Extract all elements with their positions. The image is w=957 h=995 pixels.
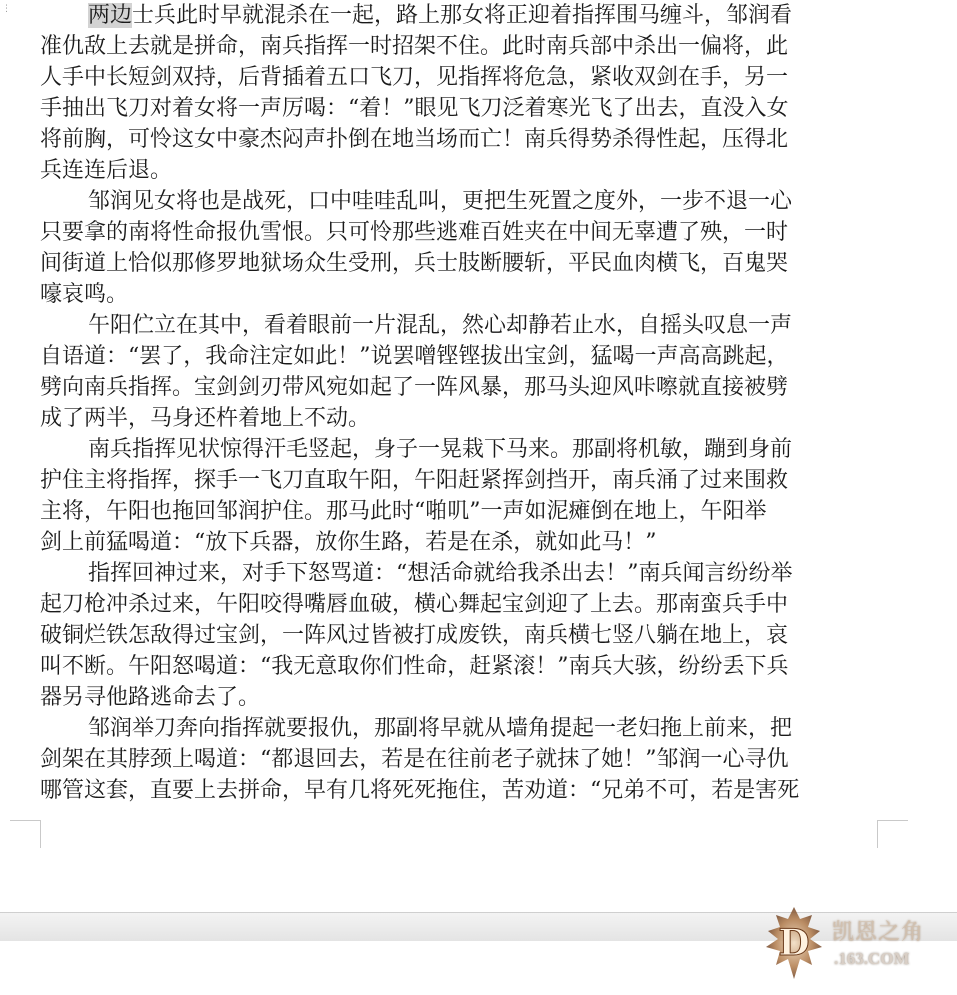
text-line: 指挥回神过来，对手下怒骂道：“想活命就给我杀出去！”南兵闻言纷纷举 bbox=[88, 561, 793, 586]
text-line bbox=[40, 0, 792, 31]
right-margin-corner-mark bbox=[877, 820, 908, 848]
text-line: 器另寻他路逃命去了。 bbox=[40, 685, 261, 710]
site-watermark bbox=[762, 905, 952, 983]
text-line: 间街道上恰似那修罗地狱场众生受刑，兵士肢断腰斩，平民血肉横飞，百鬼哭 bbox=[40, 251, 789, 276]
text-line: 嚎哀鸣。 bbox=[40, 282, 129, 307]
text-line: 手抽出飞刀对着女将一声厉喝：“着！”眼见飞刀泛着寒光飞了出去，直没入女 bbox=[40, 96, 789, 121]
text-line: 护住主将指挥，探手一飞刀直取午阳，午阳赶紧挥剑挡开，南兵涌了过来围救 bbox=[40, 468, 789, 493]
diablo-d-logo-icon bbox=[762, 905, 826, 981]
selected-text[interactable]: 两边 bbox=[88, 3, 133, 28]
text-line: 邹润见女将也是战死，口中哇哇乱叫，更把生死置之度外，一步不退一心 bbox=[88, 189, 793, 214]
text-line: 主将，午阳也拖回邹润护住。那马此时“啪叽”一声如泥瘫倒在地上，午阳举 bbox=[40, 499, 767, 524]
watermark-site-name: 凯恩之角 bbox=[832, 920, 925, 945]
text-line: 午阳伫立在其中，看着眼前一片混乱，然心却静若止水，自摇头叹息一声 bbox=[88, 313, 793, 338]
text-line: 只要拿的南将性命报仇雪恨。只可怜那些逃难百姓夹在中间无辜遭了殃，一时 bbox=[40, 220, 789, 245]
svg-text:D: D bbox=[778, 922, 810, 964]
watermark-domain: .163.COM bbox=[834, 949, 910, 968]
text-line: 起刀枪冲杀过来，午阳咬得嘴唇血破，横心舞起宝剑迎了上去。那南蛮兵手中 bbox=[40, 592, 789, 617]
paragraph-mark-icon: ⋮ bbox=[2, 4, 11, 14]
text-line: 兵连连后退。 bbox=[40, 158, 173, 183]
line-text: 士兵此时早就混杀在一起，路上那女将正迎着指挥围马缠斗，邹润看 bbox=[132, 3, 793, 28]
text-line: 准仇敌上去就是拼命，南兵指挥一时招架不住。此时南兵部中杀出一偏将，此 bbox=[40, 34, 789, 59]
text-line: 剑架在其脖颈上喝道：“都退回去，若是在往前老子就抹了她！”邹润一心寻仇 bbox=[40, 747, 789, 772]
text-line: 南兵指挥见状惊得汗毛竖起，身子一晃栽下马来。那副将机敏，蹦到身前 bbox=[88, 437, 793, 462]
text-line: 将前胸，可怜这女中豪杰闷声扑倒在地当场而亡！南兵得势杀得性起，压得北 bbox=[40, 127, 789, 152]
text-line: 自语道：“罢了，我命注定如此！”说罢噌铿铿拔出宝剑，猛喝一声高高跳起， bbox=[40, 344, 789, 369]
text-line: 劈向南兵指挥。宝剑剑刃带风宛如起了一阵风暴，那马头迎风咔嚓就直接被劈 bbox=[40, 375, 789, 400]
text-line: 剑上前猛喝道：“放下兵器，放你生路，若是在杀，就如此马！” bbox=[40, 530, 657, 555]
text-line: 叫不断。午阳怒喝道：“我无意取你们性命，赶紧滚！”南兵大骇，纷纷丢下兵 bbox=[40, 654, 789, 679]
text-line: 人手中长短剑双持，后背插着五口飞刀，见指挥将危急，紧收双剑在手，另一 bbox=[40, 65, 789, 90]
text-line: 破铜烂铁怎敌得过宝剑，一阵风过皆被打成废铁，南兵横七竖八躺在地上，哀 bbox=[40, 623, 789, 648]
text-line: 邹润举刀奔向指挥就要报仇，那副将早就从墙角提起一老妇拖上前来，把 bbox=[88, 716, 793, 741]
left-margin-corner-mark bbox=[10, 820, 41, 848]
text-line: 成了两半，马身还杵着地上不动。 bbox=[40, 406, 371, 431]
text-line: 哪管这套，直要上去拼命，早有几将死死拖住，苦劝道：“兄弟不可，若是害死 bbox=[40, 778, 800, 803]
